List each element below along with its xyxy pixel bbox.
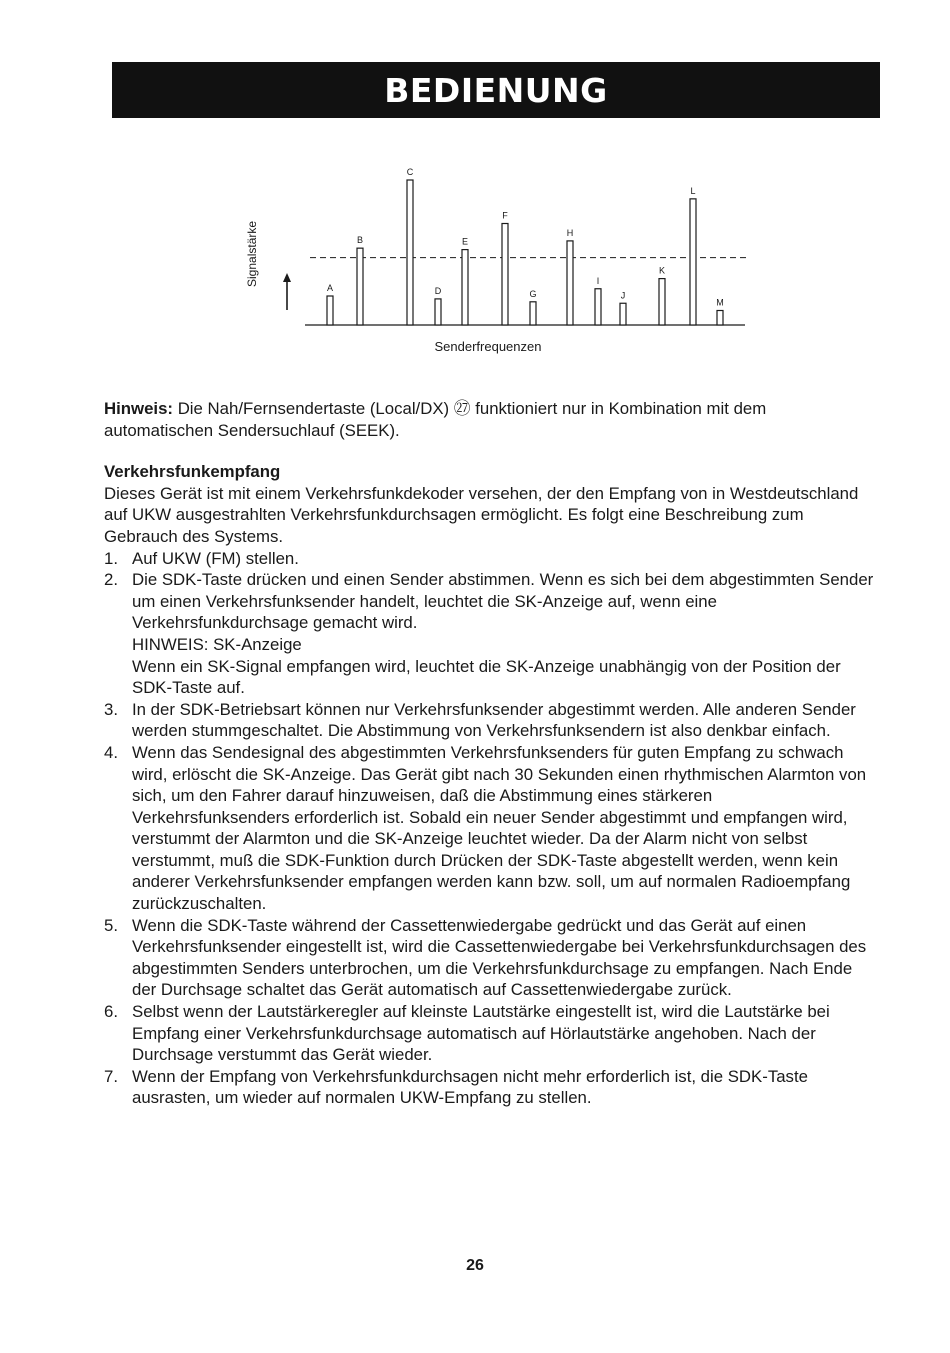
- step-text: Wenn der Empfang von Verkehrsfunkdurchsagen nicht mehr erforderlich ist, die SDK-Taste ausrasten, um wieder auf normalen UKW-Empfang zu stellen.: [132, 1066, 808, 1108]
- step-sub-heading: HINWEIS: SK-Anzeige: [132, 634, 302, 654]
- x-axis-label: Senderfrequenzen: [434, 339, 542, 354]
- station-label: K: [658, 265, 666, 276]
- list-item: [104, 1001, 874, 1066]
- list-item: [104, 1066, 874, 1109]
- page-title: BEDIENUNG: [384, 70, 608, 110]
- station-label: M: [716, 297, 724, 308]
- station-label: I: [596, 275, 600, 286]
- station-label: L: [690, 185, 696, 196]
- station-bar: [717, 311, 723, 326]
- diagram-layer: [245, 167, 750, 354]
- step-number: 6.: [104, 1002, 118, 1022]
- station-bar: [462, 250, 468, 325]
- note: [104, 398, 874, 441]
- list-item: [104, 569, 874, 699]
- station-label: J: [620, 290, 626, 301]
- step-text: In der SDK-Betriebsart können nur Verkehrsfunksender abgestimmt werden. Alle anderen Sender werden stummgeschaltet. Die Abstimmung von Verkehrsfunksendern ist also denkbar einfach.: [132, 699, 856, 741]
- step-text: Wenn das Sendesignal des abgestimmten Verkehrsfunksenders für guten Empfang zu schwach wird, erlöscht die SK-Anzeige. Das Gerät gibt nach 30 Sekunden einen rhythmischen Alarmton von sich, um den Fahrer darauf hinzuweisen, daß die Abstimmung eines stärkeren Verkehrsfunksenders erforderlich ist. Sobald ein neuer Sender abgestimmt und empfangen wird, verstummt der Alarmton und die SK-Anzeige leuchtet wieder. Da der Alarm nicht von selbst verstummt, muß die SDK-Funktion durch Drücken der SDK-Taste abgestellt werden, wenn kein anderer Verkehrsfunksender empfangen werden kann bzw. soll, um auf normalen Radioempfang zurückzuschalten.: [132, 742, 867, 914]
- station-bar: [327, 296, 333, 325]
- section-heading: Verkehrsfunkempfang: [104, 462, 281, 482]
- station-bar: [620, 303, 626, 325]
- steps-list: [104, 548, 874, 1109]
- station-bar: [530, 302, 536, 325]
- note-text: Die Nah/Fernsendertaste (Local/DX) ㉗ funktioniert nur in Kombination mit dem automatischen Sendersuchlauf (SEEK).: [104, 399, 767, 440]
- station-bar: [595, 289, 601, 325]
- step-text: Auf UKW (FM) stellen.: [132, 548, 299, 568]
- header-bar: [112, 62, 880, 118]
- station-bar: [502, 224, 508, 326]
- step-number: 3.: [104, 699, 118, 719]
- station-label: A: [326, 283, 334, 293]
- list-item: [104, 915, 874, 1001]
- step-sub-text: Wenn ein SK-Signal empfangen wird, leuchtet die SK-Anzeige unabhängig von der Position der SDK-Taste auf.: [132, 656, 841, 698]
- station-label: D: [434, 285, 442, 296]
- content: [104, 398, 874, 1109]
- step-number: 7.: [104, 1066, 118, 1086]
- step-text: Die SDK-Taste drücken und einen Sender abstimmen. Wenn es sich bei dem abgestimmten Sender um einen Verkehrsfunksender handelt, leuchtet die SK-Anzeige auf, wenn eine Verkehrsfunkdurchsage gemacht wird.: [132, 570, 874, 633]
- station-bar: [567, 241, 573, 325]
- station-bar: [407, 180, 413, 325]
- station-label: E: [461, 236, 469, 247]
- step-text: Selbst wenn der Lautstärkeregler auf kleinste Lautstärke eingestellt ist, wird die Lautstärke bei Empfang einer Verkehrsfunkdurchsage automatisch auf Hörlautstärke angehoben. Nach der Durchsage verstummt das Gerät wieder.: [132, 1002, 830, 1065]
- station-bar: [659, 279, 665, 325]
- step-text: Wenn die SDK-Taste während der Cassettenwiedergabe gedrückt und das Gerät auf einen Verkehrsfunksender eingestellt ist, wird die Cassettenwiedergabe bei Verkehrsfunkdurchsagen des abgestimmten Senders unterbrochen, um die Verkehrsfunkdurchsage zu empfangen. Nach Ende der Durchsage schaltet das Gerät automatisch auf Cassettenwiedergabe zurück.: [132, 915, 867, 1000]
- station-bar: [690, 199, 696, 325]
- section-intro: Dieses Gerät ist mit einem Verkehrsfunkdekoder versehen, der den Empfang von in Westdeutschland auf UKW ausgestrahlten Verkehrsfunkdurchsagen ermöglicht. Es folgt eine Beschreibung zum Gebrauch des Systems.: [104, 483, 859, 546]
- step-number: 1.: [104, 548, 118, 568]
- list-item: [104, 742, 874, 915]
- list-item: [104, 548, 874, 570]
- station-label: G: [529, 288, 537, 299]
- station-label: C: [406, 167, 414, 177]
- page-number: 26: [466, 1257, 484, 1274]
- station-bar: [435, 299, 441, 325]
- station-label: H: [566, 227, 574, 238]
- station-bar: [357, 248, 363, 325]
- list-item: [104, 699, 874, 742]
- axis-arrow-head: [283, 273, 291, 282]
- y-axis-label: Signalstärke: [245, 220, 259, 287]
- station-label: F: [502, 210, 508, 221]
- step-number: 5.: [104, 915, 118, 935]
- note-label: Hinweis:: [104, 399, 174, 418]
- step-number: 2.: [104, 570, 118, 590]
- signal-diagram: [230, 165, 770, 365]
- station-label: B: [356, 235, 364, 246]
- step-number: 4.: [104, 742, 118, 762]
